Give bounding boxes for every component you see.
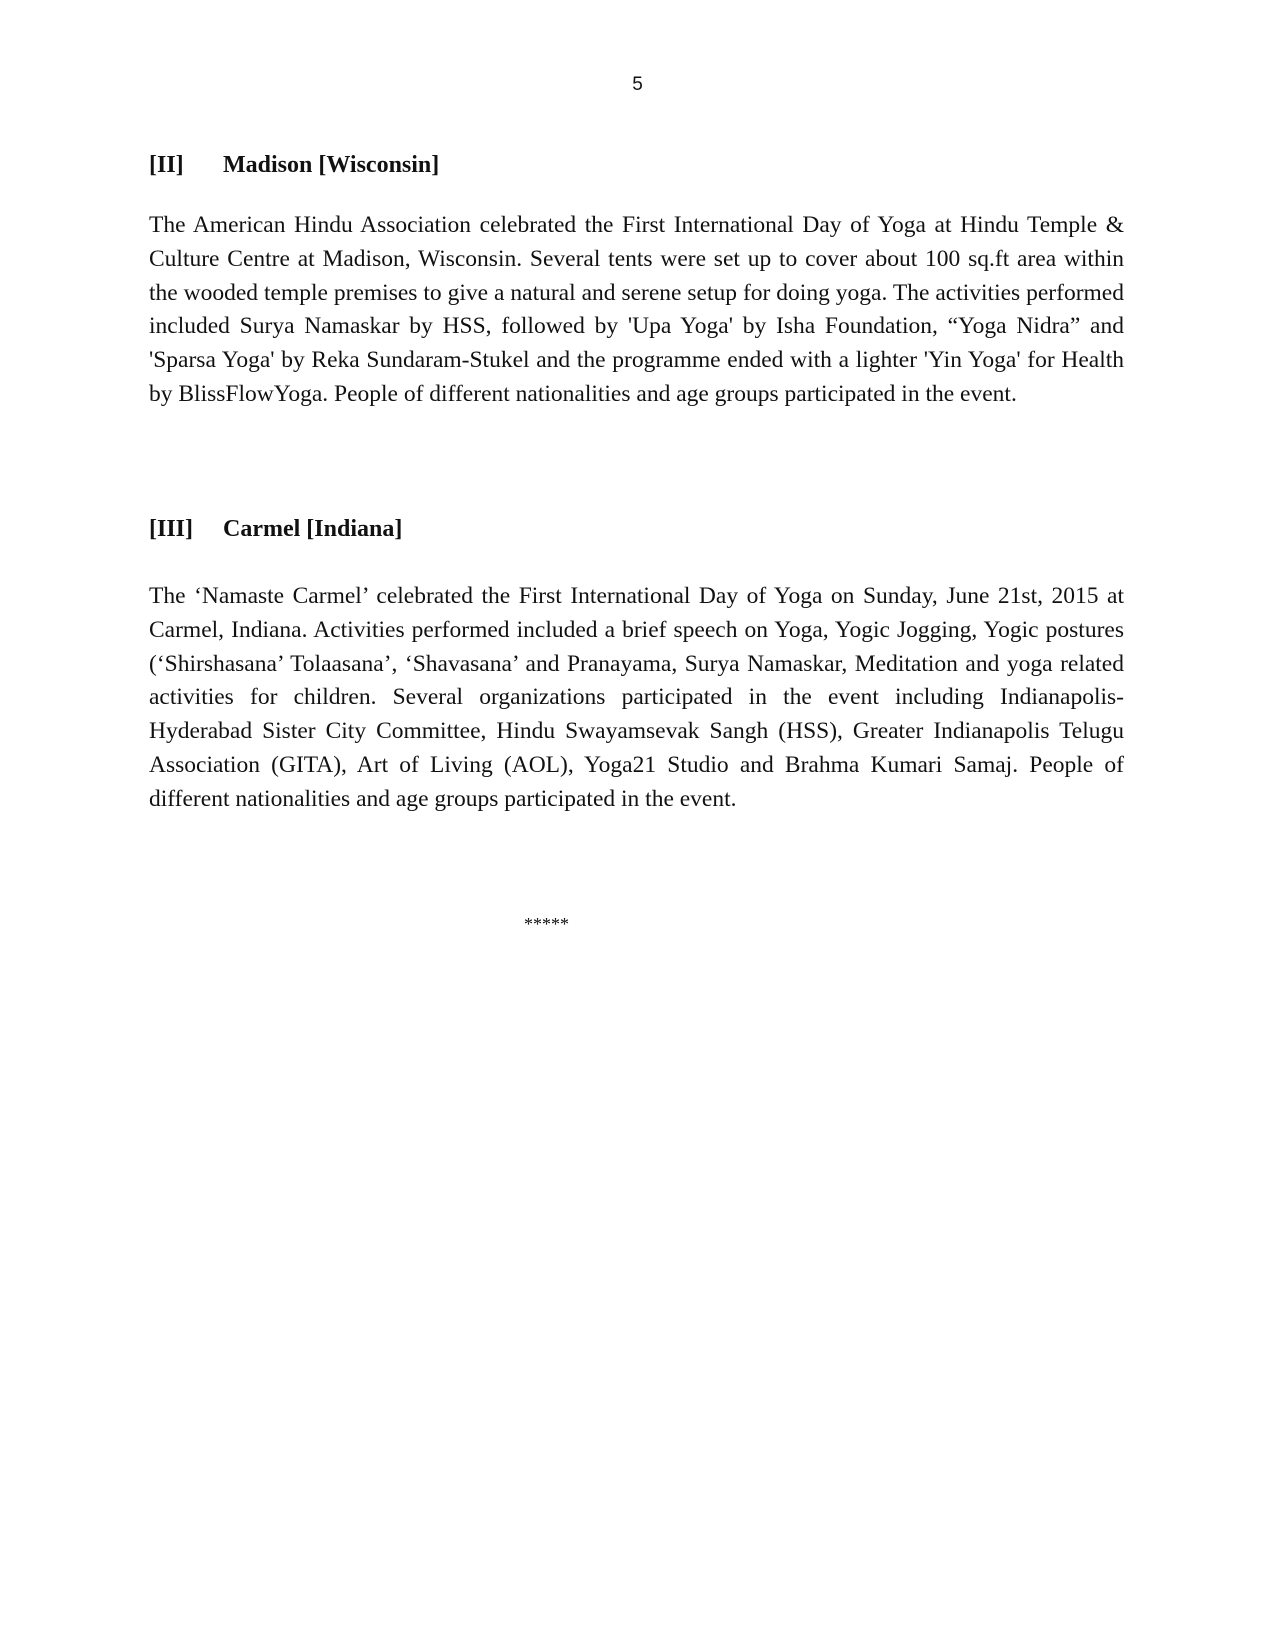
section-title: Carmel [Indiana] xyxy=(223,516,403,542)
end-of-section-mark: ***** xyxy=(524,914,569,934)
section-heading-madison xyxy=(149,150,439,180)
section-paragraph-carmel: The ‘Namaste Carmel’ celebrated the First International Day of Yoga on Sunday, June 21st, 2015 at Carmel, Indiana. Activities performed included a brief speech on Yoga, Yogic Jogging, Yogic postures (‘Shirshasana’ Tolaasana’, ‘Shavasana’ and Pranayama, Surya Namaskar, Meditation and yoga related activities for children. Several organizations participated in the event including Indianapolis-Hyderabad Sister City Committee, Hindu Swayamsevak Sangh (HSS), Greater Indianapolis Telugu Association (GITA), Art of Living (AOL), Yoga21 Studio and Brahma Kumari Samaj. People of different nationalities and age groups participated in the event. xyxy=(149,583,1124,812)
section-title: Madison [Wisconsin] xyxy=(223,152,440,178)
page-number: 5 xyxy=(632,74,643,95)
section-number: [II] xyxy=(149,152,184,178)
section-paragraph-madison: The American Hindu Association celebrated the First International Day of Yoga at Hindu Temple & Culture Centre at Madison, Wisconsin. Several tents were set up to cover about 100 sq.ft area within the wooded temple premises to give a natural and serene setup for doing yoga. The activities performed included Surya Namaskar by HSS, followed by 'Upa Yoga' by Isha Foundation, “Yoga Nidra” and 'Sparsa Yoga' by Reka Sundaram-Stukel and the programme ended with a lighter 'Yin Yoga' for Health by BlissFlowYoga. People of different nationalities and age groups participated in the event. xyxy=(149,212,1124,407)
section-number: [III] xyxy=(149,516,194,542)
section-heading-carmel xyxy=(149,514,402,544)
